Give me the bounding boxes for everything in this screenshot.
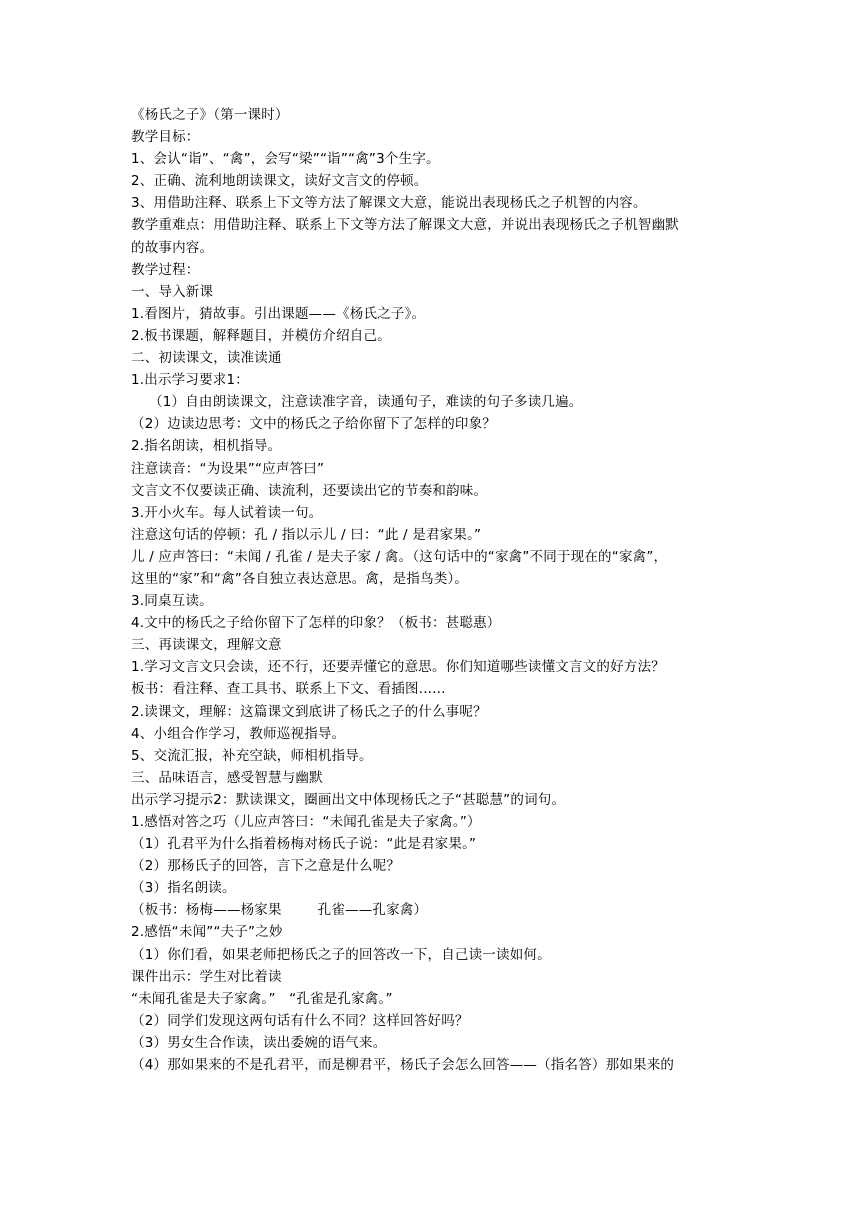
section-heading: 教学目标：	[131, 129, 200, 146]
text-line: （1）孔君平为什么指着杨梅对杨氏子说：“此是君家果。”	[131, 836, 477, 853]
text-line: 板书：看注释、查工具书、联系上下文、看插图......	[131, 681, 446, 698]
text-line: 注意读音：“为设果”“应声答曰”	[131, 460, 325, 477]
text-line: 注意这句话的停顿：孔 / 指以示儿 / 曰：“此 / 是君家果。”	[131, 526, 482, 543]
text-line: 4.文中的杨氏之子给你留下了怎样的印象？（板书：甚聪惠）	[131, 615, 501, 632]
text-line: 的故事内容。	[131, 239, 214, 256]
text-line: 3.开小火车。每人试着读一句。	[131, 504, 323, 521]
text-line: 这里的“家”和“禽”各自独立表达意思。禽，是指鸟类）。	[131, 570, 469, 587]
text-line: 文言文不仅要读正确、读流利，还要读出它的节奏和韵味。	[131, 482, 488, 499]
text-line: 2.指名朗读，相机指导。	[131, 438, 282, 455]
section-heading: 教学重难点：用借助注释、联系上下文等方法了解课文大意，并说出表现杨氏之子机智幽默	[131, 217, 679, 234]
text-line: “未闻孔雀是夫子家禽。” “孔雀是孔家禽。”	[131, 990, 393, 1007]
text-line: 2.读课文，理解：这篇课文到底讲了杨氏之子的什么事呢？	[131, 703, 487, 720]
text-line: （1）你们看，如果老师把杨氏之子的回答改一下，自己读一读如何。	[131, 946, 551, 963]
section-heading: 一、导入新课	[131, 283, 214, 300]
text-line: （2）那杨氏子的回答，言下之意是什么呢？	[131, 858, 401, 875]
section-heading: 三、再读课文，理解文意	[131, 637, 282, 654]
text-line: （1）自由朗读课文，注意读准字音，读通句子，难读的句子多读几遍。	[149, 394, 583, 411]
text-line: （2）边读边思考：文中的杨氏之子给你留下了怎样的印象？	[131, 416, 496, 433]
text-line: 5、交流汇报，补充空缺，师相机指导。	[131, 747, 373, 764]
lesson-plan-text	[131, 104, 751, 1076]
text-line: 4、小组合作学习，教师巡视指导。	[131, 725, 346, 742]
text-line: 1、会认“诣”、“禽”，会写“梁”“诣”“禽”3个生字。	[131, 151, 440, 168]
text-line: 3.同桌互读。	[131, 593, 213, 610]
text-line: （板书：杨梅——杨家果 孔雀——孔家禽）	[131, 902, 428, 919]
section-heading: 二、初读课文，读准读通	[131, 350, 282, 367]
text-line: 1.看图片，猜故事。引出课题——《杨氏之子》。	[131, 305, 426, 322]
text-line: 出示学习提示2：默读课文，圈画出文中体现杨氏之子“甚聪慧”的词句。	[131, 791, 566, 808]
text-line: 1.学习文言文只会读，还不行，还要弄懂它的意思。你们知道哪些读懂文言文的好方法？	[131, 659, 665, 676]
section-heading: 教学过程：	[131, 261, 200, 278]
text-line: 2.板书课题，解释题目，并模仿介绍自己。	[131, 327, 391, 344]
text-line: 2.感悟“未闻”“夫子”之妙	[131, 924, 283, 941]
text-line: 2、正确、流利地朗读课文，读好文言文的停顿。	[131, 173, 428, 190]
text-line: （2）同学们发现这两句话有什么不同？这样回答好吗？	[131, 1012, 469, 1029]
text-line: 儿 / 应声答曰：“未闻 / 孔雀 / 是夫子家 / 禽。（这句话中的“家禽”不同于现在的“家禽”，	[131, 548, 668, 565]
text-line: （3）指名朗读。	[131, 880, 236, 897]
text-line: （3）男女生合作读，读出委婉的语气来。	[131, 1034, 387, 1051]
text-line: 1.出示学习要求1：	[131, 372, 249, 389]
text-line: 课件出示：学生对比着读	[131, 968, 282, 985]
section-heading: 三、品味语言，感受智慧与幽默	[131, 769, 323, 786]
text-line: （4）那如果来的不是孔君平，而是柳君平，杨氏子会怎么回答——（指名答）那如果来的	[131, 1057, 675, 1074]
text-line: 3、用借助注释、联系上下文等方法了解课文大意，能说出表现杨氏之子机智的内容。	[131, 195, 647, 212]
text-line: 1.感悟对答之巧（儿应声答曰：“未闻孔雀是夫子家禽。”）	[131, 814, 481, 830]
lesson-title: 《杨氏之子》（第一课时）	[131, 107, 289, 123]
